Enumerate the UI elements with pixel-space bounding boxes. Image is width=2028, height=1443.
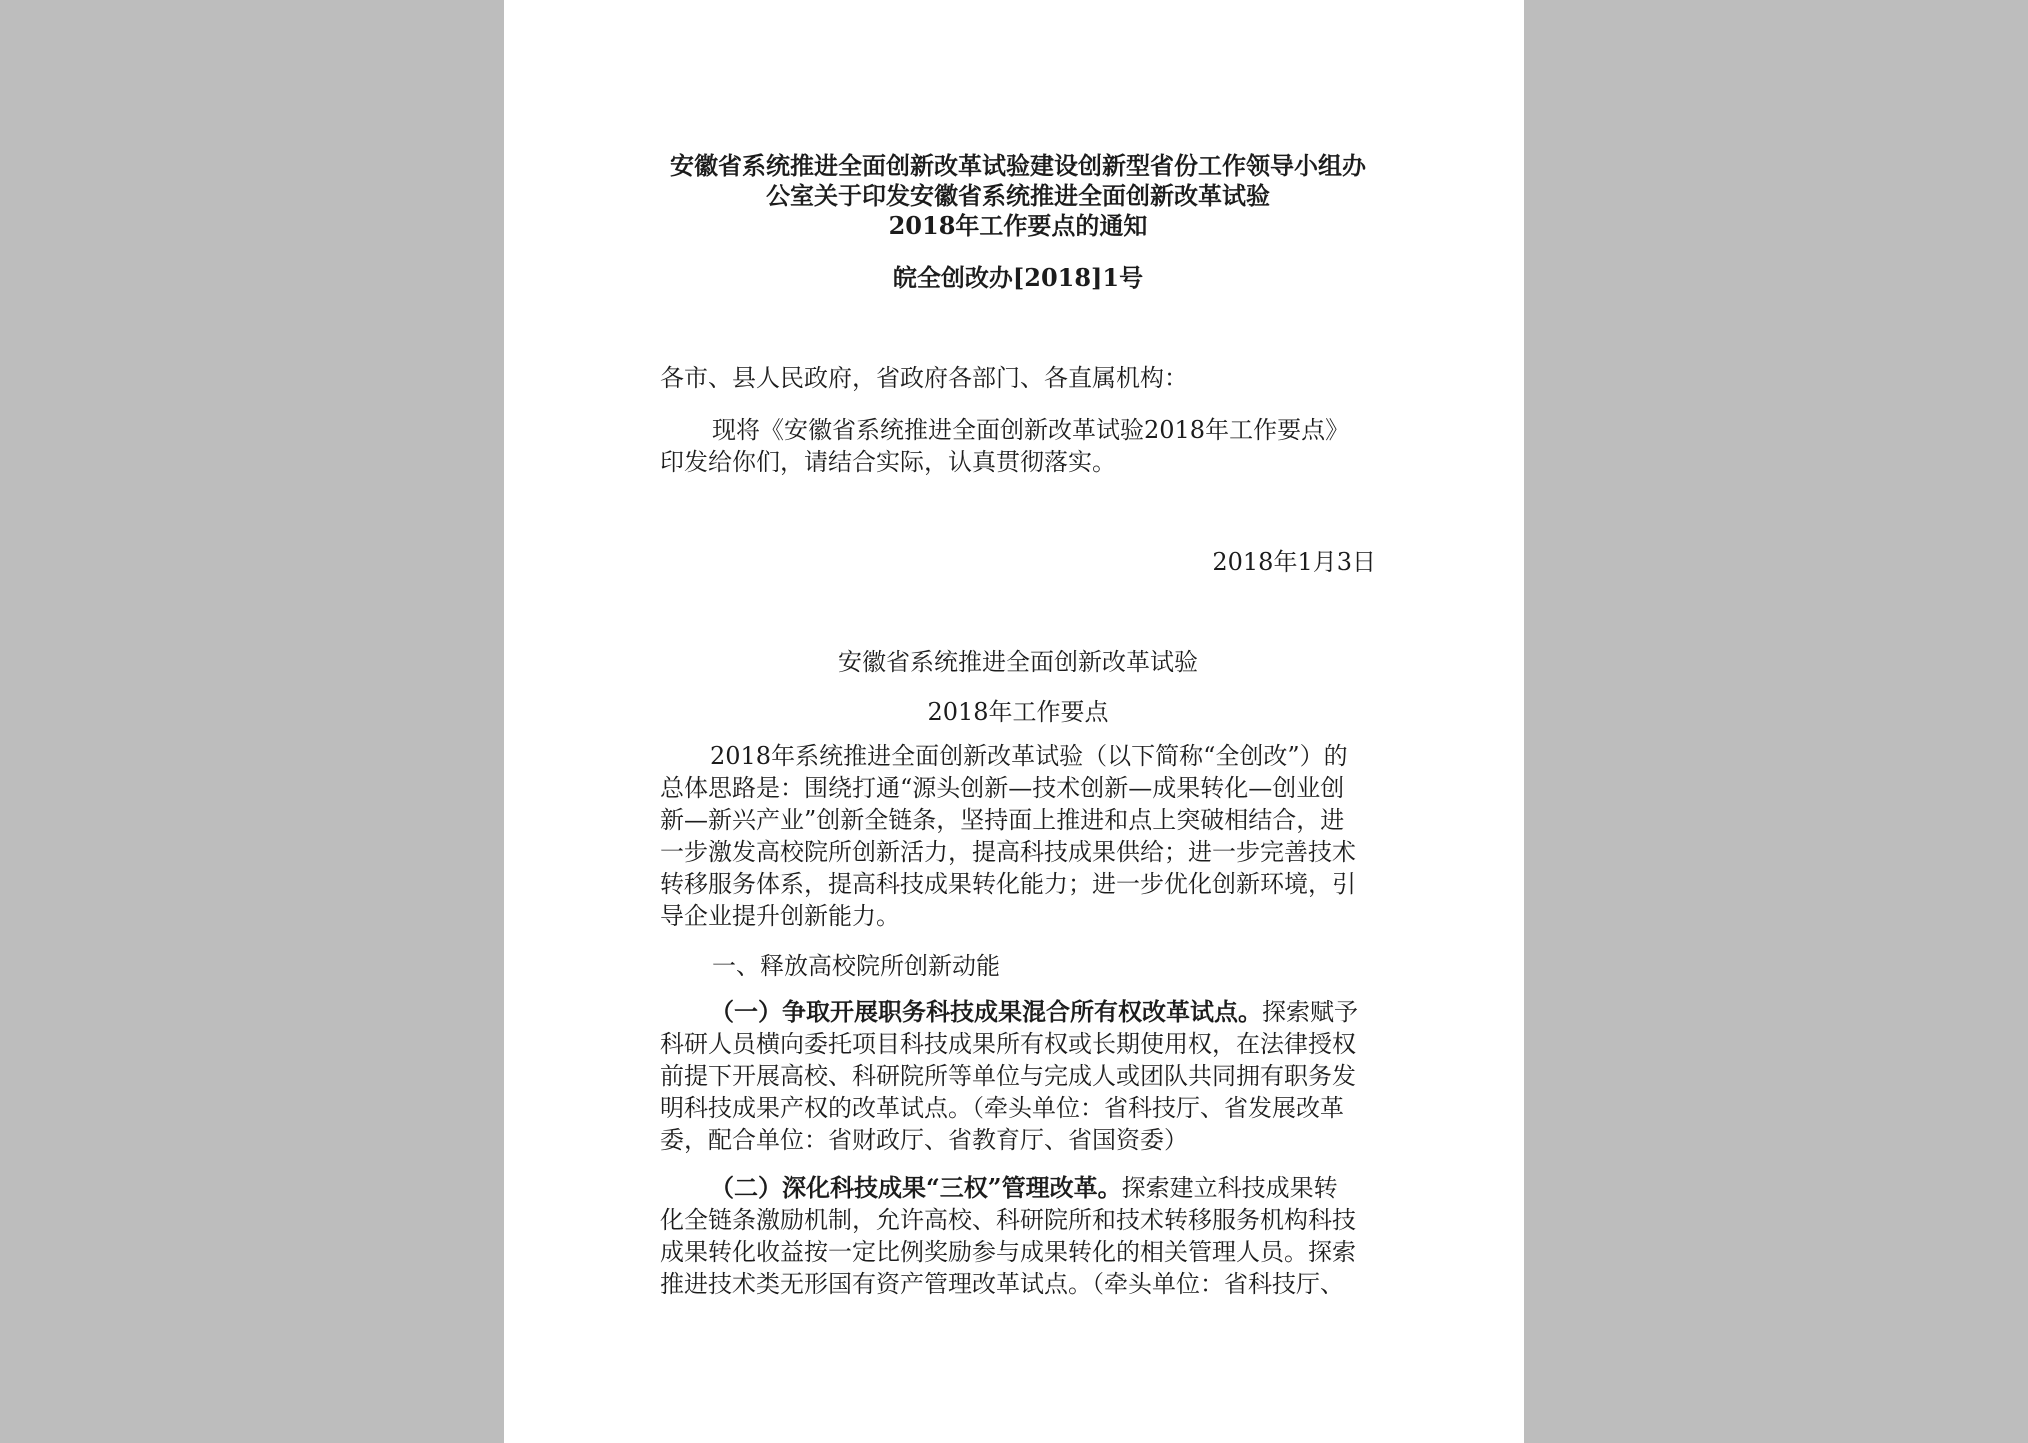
- intro-line: 转移服务体系，提高科技成果转化能力；进一步优化创新环境，引: [660, 870, 1356, 898]
- attachment-title-line-1: 安徽省系统推进全面创新改革试验: [838, 648, 1198, 676]
- intro-line: 导企业提升创新能力。: [660, 902, 900, 930]
- item-1-line: 委，配合单位：省财政厅、省教育厅、省国资委）: [660, 1126, 1188, 1154]
- notice-title-line-2: 公室关于印发安徽省系统推进全面创新改革试验: [766, 181, 1270, 210]
- item-1-line: 明科技成果产权的改革试点。（牵头单位：省科技厅、省发展改革: [660, 1094, 1344, 1122]
- item-1-first-line: [660, 996, 1376, 1028]
- section-1-heading: 一、释放高校院所创新动能: [712, 952, 1000, 980]
- item-1-line: 科研人员横向委托项目科技成果所有权或长期使用权，在法律授权: [660, 1030, 1356, 1058]
- intro-paragraph: [660, 740, 1376, 932]
- item-2-paragraph: [660, 1172, 1376, 1300]
- issue-date: 2018年1月3日: [1212, 548, 1376, 576]
- notice-title-line-1: 安徽省系统推进全面创新改革试验建设创新型省份工作领导小组办: [670, 151, 1366, 180]
- salutation: 各市、县人民政府，省政府各部门、各直属机构：: [660, 364, 1188, 392]
- item-2-lead: （二）深化科技成果“三权”管理改革。: [710, 1173, 1122, 1202]
- intro-line: 新—新兴产业”创新全链条，坚持面上推进和点上突破相结合，进: [660, 806, 1345, 834]
- item-2-first-rest: 探索建立科技成果转: [1121, 1174, 1338, 1202]
- notice-title-line-3: 2018年工作要点的通知: [888, 211, 1148, 240]
- intro-line: 2018年系统推进全面创新改革试验（以下简称“全创改”）的: [710, 742, 1348, 770]
- document-number: 皖全创改办[2018]1号: [892, 263, 1144, 292]
- body-line-1: 现将《安徽省系统推进全面创新改革试验2018年工作要点》: [712, 416, 1350, 444]
- item-2-line: 成果转化收益按一定比例奖励参与成果转化的相关管理人员。探索: [660, 1238, 1356, 1266]
- intro-line: 一步激发高校院所创新活力，提高科技成果供给；进一步完善技术: [660, 838, 1356, 866]
- body-line-2: 印发给你们，请结合实际，认真贯彻落实。: [660, 448, 1116, 476]
- intro-line: 总体思路是：围绕打通“源头创新—技术创新—成果转化—创业创: [660, 774, 1345, 802]
- item-1-first-rest: 探索赋予: [1262, 998, 1358, 1026]
- item-1-paragraph: [660, 996, 1376, 1156]
- item-2-line: 化全链条激励机制，允许高校、科研院所和技术转移服务机构科技: [660, 1206, 1356, 1234]
- attachment-title-line-2: 2018年工作要点: [927, 698, 1109, 726]
- item-2-line: 推进技术类无形国有资产管理改革试点。（牵头单位：省科技厅、: [660, 1270, 1344, 1298]
- document-page: [504, 0, 1524, 1443]
- item-2-first-line: [660, 1172, 1376, 1204]
- item-1-line: 前提下开展高校、科研院所等单位与完成人或团队共同拥有职务发: [660, 1062, 1356, 1090]
- item-1-lead: （一）争取开展职务科技成果混合所有权改革试点。: [710, 997, 1262, 1026]
